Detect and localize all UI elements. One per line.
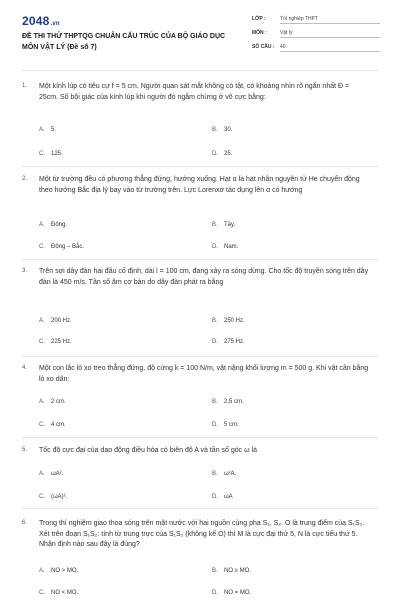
option-a[interactable] (39, 568, 78, 574)
option-d[interactable] (212, 151, 232, 157)
meta-value: Tốt nghiệp THPT (280, 16, 318, 22)
option-a[interactable] (39, 471, 63, 477)
question-number: 5. (22, 447, 28, 453)
option-letter: C. (39, 590, 45, 596)
option-text: NO ≥ MO. (224, 568, 251, 574)
option-b[interactable] (212, 471, 236, 477)
option-text: 4 cm. (51, 422, 66, 428)
option-text: (ωA)². (51, 494, 68, 500)
option-letter: D. (212, 151, 218, 157)
option-letter: D. (212, 339, 218, 345)
option-text: 30. (224, 127, 233, 133)
question-text: Một kính lúp có tiêu cự f = 5 cm. Người quan sát mắt không có tật, có khoảng nhìn rõ ngắn nhất Đ = 25cm. Số bội giác của kính lúp khi người đó ngắm chừng ở vô cực bằng: (39, 83, 350, 101)
option-text: 5. (51, 127, 57, 133)
option-text: ωA². (51, 471, 64, 477)
option-a[interactable] (39, 399, 66, 405)
option-c[interactable] (39, 590, 78, 596)
question-divider (22, 259, 378, 260)
meta-underline (280, 37, 380, 38)
question-number: 1. (22, 83, 28, 89)
option-text: 5 cm. (224, 422, 239, 428)
option-text: Đông – Bắc. (51, 244, 85, 250)
option-c[interactable] (39, 494, 67, 500)
option-text: 125. (51, 151, 63, 157)
option-c[interactable] (39, 151, 63, 157)
option-letter: A. (39, 127, 45, 133)
option-b[interactable] (212, 318, 245, 324)
option-b[interactable] (212, 127, 232, 133)
option-letter: C. (39, 244, 45, 250)
question-divider (22, 508, 378, 509)
question-text: Tốc độ cực đại của dao động điều hòa có biên độ A và tần số góc ω là (39, 447, 257, 454)
meta-key: MÔN : (252, 30, 267, 36)
option-a[interactable] (39, 127, 56, 133)
meta-value: 40 (280, 44, 286, 50)
option-b[interactable] (212, 568, 251, 574)
question-text: Một con lắc lò xo treo thẳng đứng, độ cứng k = 100 N/m, vật nặng khối lượng m = 500 g. Khi vật cân bằng lò xo dãn: (39, 365, 369, 383)
option-letter: B. (212, 399, 218, 405)
meta-key: SỐ CÂU : (252, 44, 275, 50)
option-text: 25. (224, 151, 233, 157)
option-letter: C. (39, 339, 45, 345)
option-letter: B. (212, 568, 218, 574)
option-letter: D. (212, 590, 218, 596)
option-a[interactable] (39, 222, 67, 228)
option-c[interactable] (39, 244, 84, 250)
option-text: 225 Hz. (51, 339, 72, 345)
option-text: 200 Hz. (51, 318, 72, 324)
option-a[interactable] (39, 318, 72, 324)
header-divider (22, 70, 378, 71)
question-divider (22, 166, 378, 167)
option-text: NO = MO. (224, 590, 252, 596)
option-b[interactable] (212, 399, 244, 405)
logo (22, 14, 60, 28)
option-text: Nam. (224, 244, 239, 250)
option-c[interactable] (39, 339, 72, 345)
option-letter: B. (212, 127, 218, 133)
option-d[interactable] (212, 244, 238, 250)
question-number: 2. (22, 176, 28, 182)
option-letter: A. (39, 568, 45, 574)
option-text: NO < MO. (51, 590, 79, 596)
option-letter: D. (212, 494, 218, 500)
question-divider (22, 356, 378, 357)
option-letter: C. (39, 151, 45, 157)
option-c[interactable] (39, 422, 66, 428)
logo-sub: .vn (50, 21, 60, 27)
question-text: Một từ trường đều có phương thẳng đứng, hướng xuống. Hạt α là hạt nhân nguyên tử He chuyển động theo hướng Bắc địa lý bay vào từ trường trên. Lực Lorenxơ tác dụng lên α có hướng (39, 176, 360, 194)
question-number: 6. (22, 520, 28, 526)
option-letter: B. (212, 222, 218, 228)
option-d[interactable] (212, 422, 239, 428)
option-letter: C. (39, 494, 45, 500)
option-text: ω²A. (224, 471, 237, 477)
option-text: Đông. (51, 222, 68, 228)
option-text: 275 Hz. (224, 339, 245, 345)
option-b[interactable] (212, 222, 235, 228)
question-text: Trên sợi dây đàn hai đầu cố định, dài l = 100 cm, đang xảy ra sóng dừng. Cho tốc độ truyền sóng trên dây đàn là 450 m/s. Tần số âm cơ bản do dây đàn phát ra bằng (39, 268, 369, 286)
option-d[interactable] (212, 339, 245, 345)
option-d[interactable] (212, 590, 251, 596)
option-text: 250 Hz. (224, 318, 245, 324)
option-text: Tây. (224, 222, 236, 228)
option-letter: D. (212, 422, 218, 428)
question-number: 3. (22, 268, 28, 274)
option-letter: A. (39, 318, 45, 324)
option-letter: A. (39, 399, 45, 405)
option-letter: B. (212, 471, 218, 477)
option-text: 2,5 cm. (224, 399, 244, 405)
option-letter: A. (39, 471, 45, 477)
meta-underline (280, 51, 380, 52)
meta-key: LỚP : (252, 16, 266, 22)
option-letter: B. (212, 318, 218, 324)
page-header (0, 0, 400, 70)
meta-underline (280, 23, 380, 24)
option-letter: C. (39, 422, 45, 428)
option-text: ωA (224, 494, 233, 500)
option-d[interactable] (212, 494, 233, 500)
question-number: 4. (22, 365, 28, 371)
exam-title: ĐỀ THI THỬ THPTQG CHUẨN CẤU TRÚC CỦA BỘ GIÁO DỤC MÔN VẬT LÝ (Đề số 7) (22, 33, 226, 51)
question-divider (22, 437, 378, 438)
option-letter: A. (39, 222, 45, 228)
option-text: 2 cm. (51, 399, 66, 405)
meta-value: Vật lý (280, 30, 293, 36)
logo-main: 2048 (22, 14, 50, 28)
option-letter: D. (212, 244, 218, 250)
question-text: Trong thí nghiệm giao thoa sóng trên mặt nước với hai nguồn cùng pha S₁, S₂. O là trung điểm của S₁S₂. Xét trên đoạn S₁S₂: tính từ trung trực của S₁S₂ (không kể O) thì M là cực đại thứ 5, N là cực tiểu thứ 5. Nhận định nào sau đây là đúng? (39, 520, 365, 548)
option-text: NO > MO. (51, 568, 79, 574)
